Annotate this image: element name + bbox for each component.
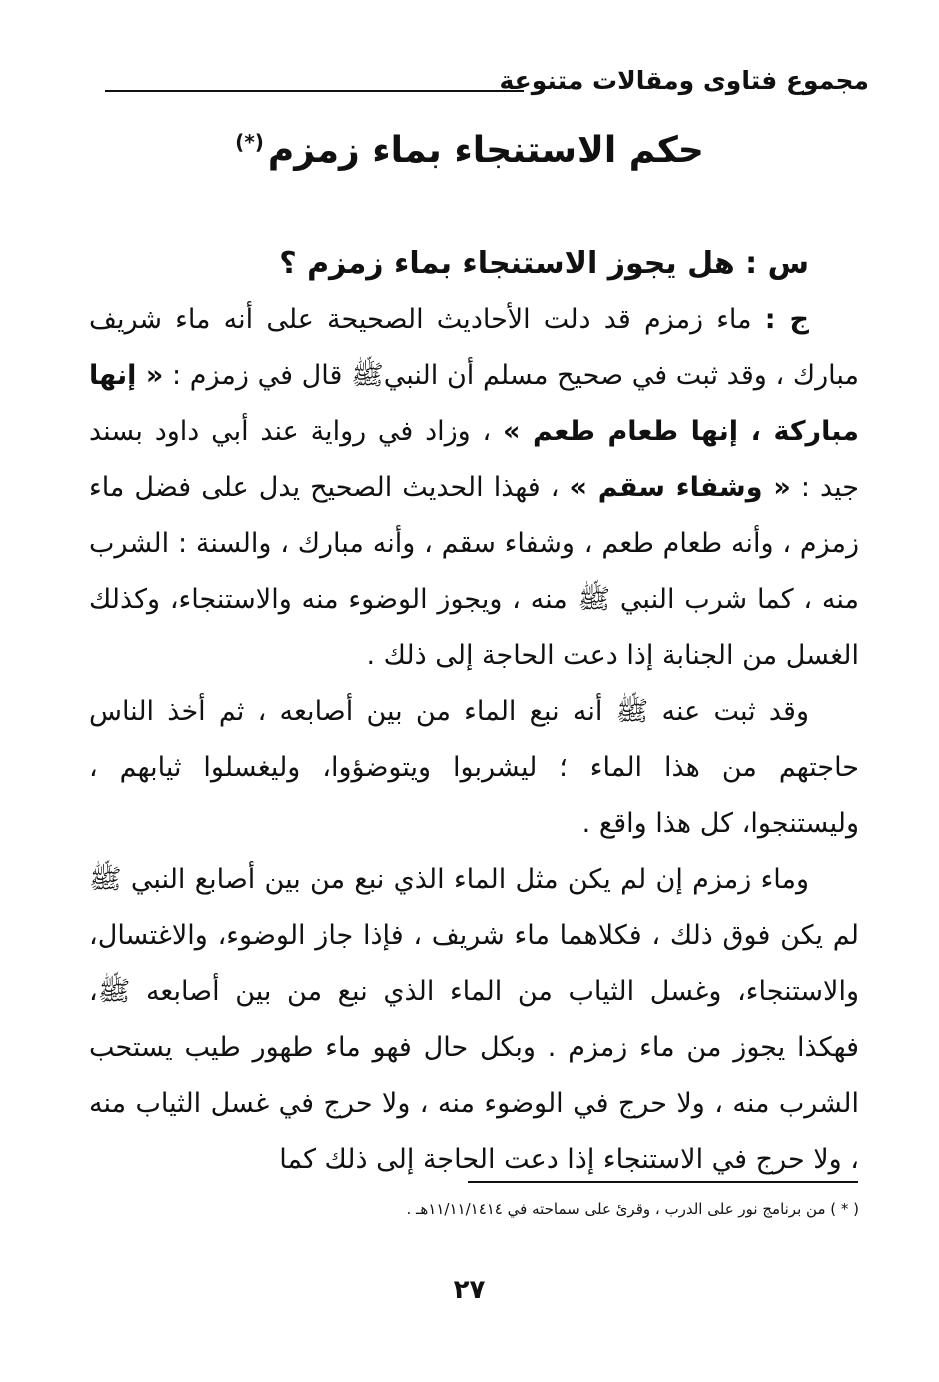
hadith-quote-1: « إنها مباركة ، إنها طعام طعم » <box>89 360 859 447</box>
answer-part-2: ، وزاد في رواية عند أبي داود بسند جيد : <box>89 416 859 503</box>
answer-part-3: ، فهذا الحديث الصحيح يدل على فضل ماء زمزم ، وأنه طعام طعم ، وشفاء سقم ، وأنه مبارك ، والسنة : الشرب منه ، كما شرب النبي ﷺ منه ، ويجوز الوضوء منه والاستنجاء، وكذلك الغسل من الجنابة إذا دعت الحاجة إلى ذلك . <box>89 472 859 671</box>
footnote-marker: (*) <box>235 130 264 154</box>
footnote-rule <box>468 1181 858 1183</box>
chapter-title-text: حكم الاستنجاء بماء زمزم <box>267 130 704 171</box>
header-rule <box>105 90 524 92</box>
answer-prefix: ج : <box>764 304 809 335</box>
paragraph: وماء زمزم إن لم يكن مثل الماء الذي نبع من بين أصابع النبي ﷺ لم يكن فوق ذلك ، فكلاهما ماء شريف ، فإذا جاز الوضوء، والاغتسال، والاستنجاء، وغسل الثياب من الماء الذي نبع من بين أصابعه ﷺ، فهكذا يجوز من ماء زمزم . وبكل حال فهو ماء طهور طيب يستحب الشرب منه ، ولا حرج في الوضوء منه ، ولا حرج في غسل الثياب منه ، ولا حرج في الاستنجاء إذا دعت الحاجة إلى ذلك كما <box>89 864 859 1175</box>
question-text: هل يجوز الاستنجاء بماء زمزم ؟ <box>279 246 735 281</box>
hadith-quote-2: « وشفاء سقم » <box>569 472 791 503</box>
running-header <box>99 66 869 106</box>
body-text <box>89 236 859 1188</box>
question <box>89 236 859 292</box>
question-prefix: س : <box>745 246 809 281</box>
running-header-title: مجموع فتاوى ومقالات متنوعة <box>499 66 869 95</box>
chapter-title <box>0 130 939 171</box>
answer-part-1: ماء زمزم قد دلت الأحاديث الصحيحة على أنه ماء شريف مبارك ، وقد ثبت في صحيح مسلم أن النبيﷺ قال في زمزم : <box>89 304 859 391</box>
footnote: ( * ) من برنامج نور على الدرب ، وقرئ على سماحته في ١١/١١/١٤١٤هـ . <box>406 1200 859 1218</box>
page-number: ٢٧ <box>453 1275 486 1305</box>
paragraph: وقد ثبت عنه ﷺ أنه نبع الماء من بين أصابعه ، ثم أخذ الناس حاجتهم من هذا الماء ؛ ليشربوا ويتوضؤوا، وليغسلوا ثيابهم ، وليستنجوا، كل هذا واقع . <box>89 696 859 839</box>
answer <box>89 292 859 684</box>
